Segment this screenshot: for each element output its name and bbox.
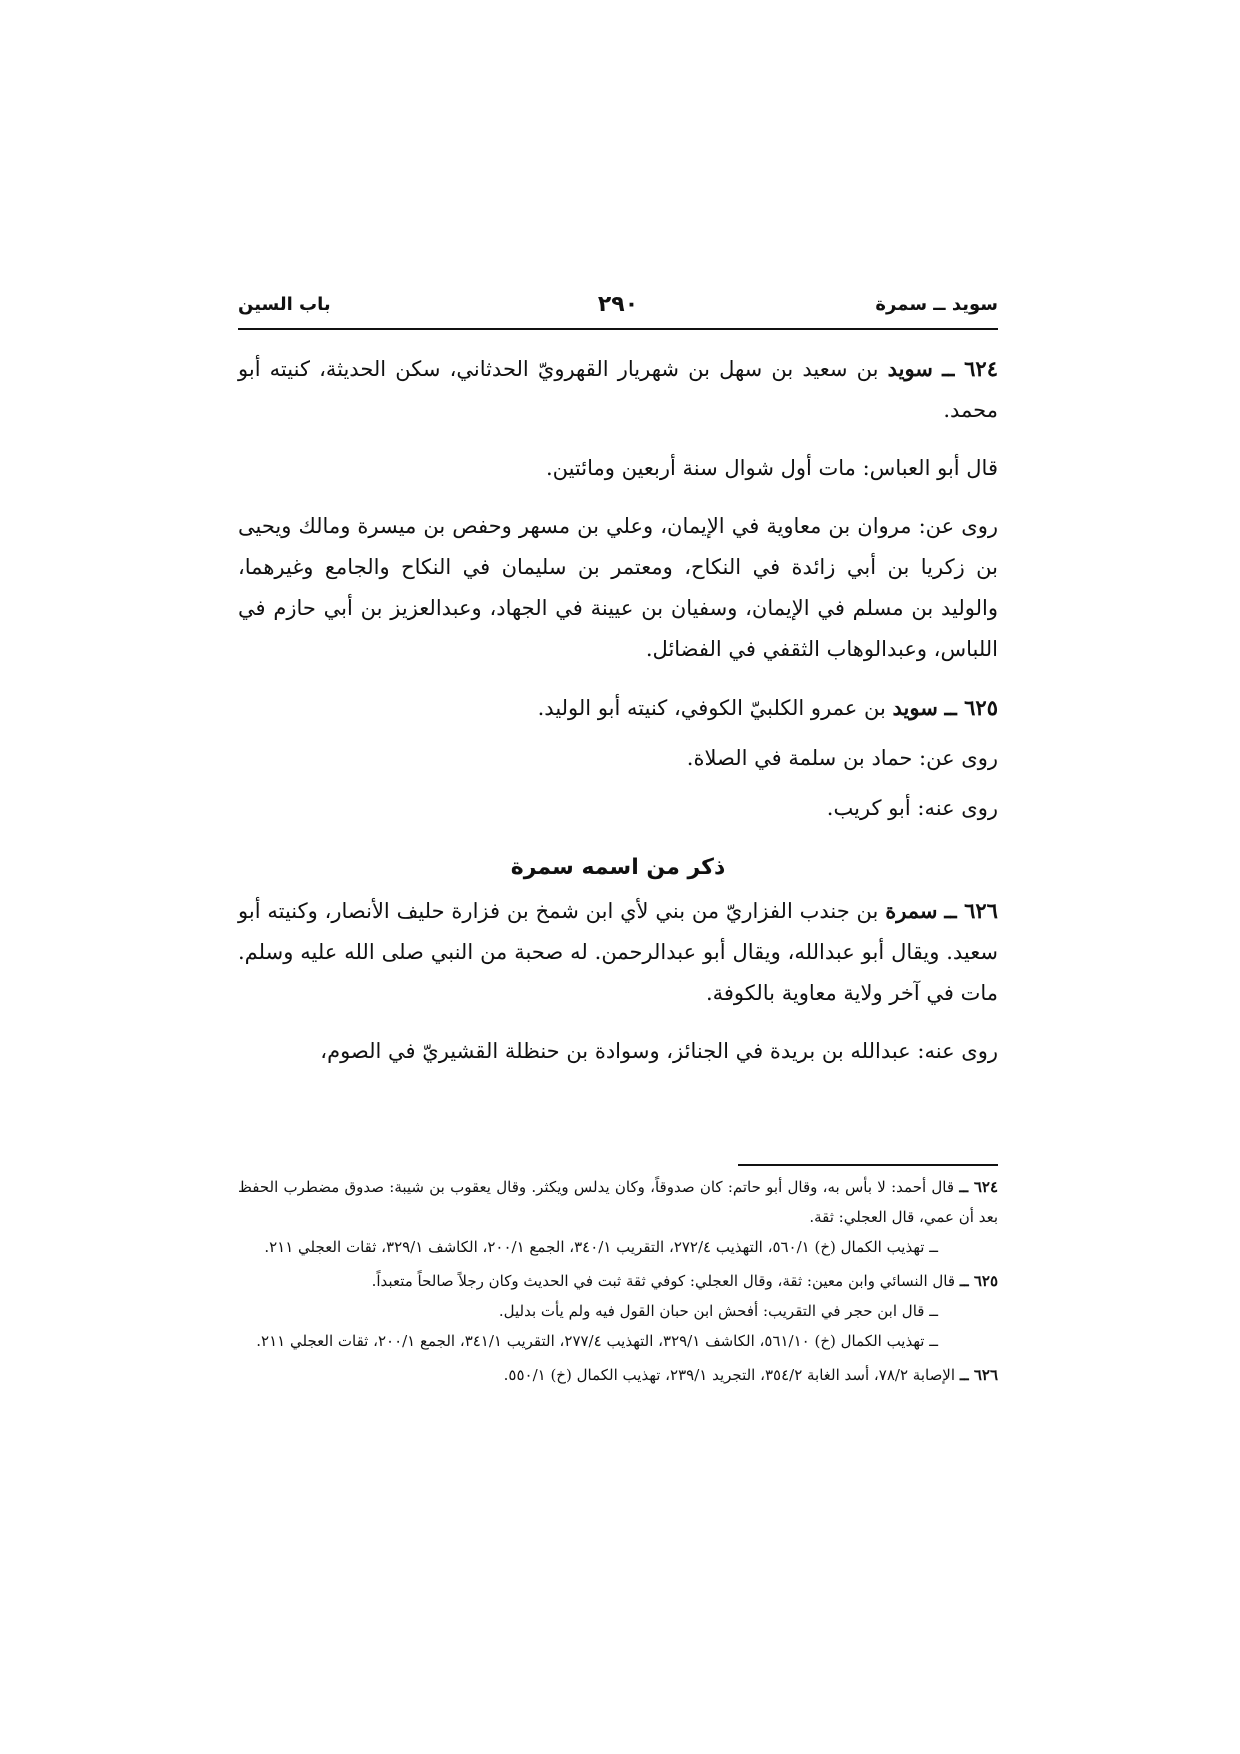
footnote-text: قال أحمد: لا بأس به، وقال أبو حاتم: كان صدوقاً، وكان يدلس ويكثر. وقال يعقوب بن شيبة: صدوق مضطرب الحفظ بعد أن عمي، قال العجلي: ثقة. (238, 1178, 998, 1226)
entry-624-death: قال أبو العباس: مات أول شوال سنة أربعين ومائتين. (545, 456, 998, 480)
section-heading: ذكر من اسمه سمرة (510, 855, 726, 880)
footnote-sources: ــ تهذيب الكمال (خ) ٥٦١/١٠، الكاشف ٣٢٩/١، التهذيب ٢٧٧/٤، التقريب ٣٤١/١، الجمع ٢٠٠/١، ثقات العجلي ٢١١. (256, 1332, 938, 1350)
entry-text: بن سعيد بن سهل بن شهريار القهرويّ الحدثاني، سكن الحديثة، كنيته أبو محمد. (238, 357, 998, 422)
entry-625 (238, 687, 998, 729)
entry-headword: سمرة (885, 898, 938, 923)
entry-626 (238, 890, 998, 1014)
entry-625-narrated-by: روى عنه: أبو كريب. (826, 796, 998, 820)
footnote-sources: ــ تهذيب الكمال (خ) ٥٦٠/١، التهذيب ٢٧٢/٤، التقريب ٣٤٠/١، الجمع ٢٠٠/١، الكاشف ٣٢٩/١، ثقات العجلي ٢١١. (264, 1238, 938, 1256)
entry-number: ٦٢٦ ــ (944, 898, 998, 923)
header-rule (238, 328, 998, 330)
page-number: ٢٩٠ (597, 292, 639, 317)
footnotes (238, 1172, 998, 1394)
header-chapter-title: باب السين (238, 294, 331, 315)
main-text (238, 348, 998, 1089)
footnote-sources: الإصابة ٧٨/٢، أسد الغابة ٣٥٤/٢، التجريد ٢٣٩/١، تهذيب الكمال (خ) ٥٥٠/١. (503, 1366, 956, 1384)
entry-625-narrated-from: روى عن: حماد بن سلمة في الصلاة. (686, 746, 998, 770)
entry-text: بن جندب الفزاريّ من بني لأي ابن شمخ بن فزارة حليف الأنصار، وكنيته أبو سعيد. ويقال أبو عبدالله، ويقال أبو عبدالرحمن. له صحبة من النبي صلى الله عليه وسلم. مات في آخر ولاية معاوية بالكوفة. (238, 899, 998, 1005)
footnote-number: ٦٢٤ ــ (959, 1178, 998, 1196)
entry-number: ٦٢٤ ــ (942, 356, 998, 381)
running-header (238, 292, 998, 326)
footnote-rule (738, 1164, 998, 1166)
footnote-number: ٦٢٥ ــ (959, 1272, 998, 1290)
entry-626-narrated-by: روى عنه: عبدالله بن بريدة في الجنائز، وسوادة بن حنظلة القشيريّ في الصوم، (320, 1039, 998, 1063)
entry-number: ٦٢٥ ــ (944, 695, 998, 720)
footnote-comment: ــ قال ابن حجر في التقريب: أفحش ابن حبان القول فيه ولم يأت بدليل. (498, 1302, 938, 1320)
footnote-number: ٦٢٦ ــ (959, 1366, 998, 1384)
entry-headword: سويد (892, 695, 938, 720)
footnote-624 (238, 1172, 998, 1262)
footnote-626 (238, 1360, 998, 1390)
entry-text: بن عمرو الكلبيّ الكوفي، كنيته أبو الوليد. (537, 696, 886, 720)
entry-headword: سويد (887, 356, 933, 381)
footnote-text: قال النسائي وابن معين: ثقة، وقال العجلي: كوفي ثقة ثبت في الحديث وكان رجلاً صالحاً متعبداً. (371, 1272, 956, 1290)
entry-624-narrated-from: روى عن: مروان بن معاوية في الإيمان، وعلي بن مسهر وحفص بن ميسرة ومالك ويحيى بن زكريا بن أبي زائدة في النكاح، ومعتمر بن سليمان في النكاح والجامع وغيرهما، والوليد بن مسلم في الإيمان، وسفيان بن عيينة في الجهاد، وعبدالعزيز بن أبي حازم في اللباس، وعبدالوهاب الثقفي في الفضائل. (238, 514, 998, 661)
entry-624 (238, 348, 998, 431)
header-entry-range: سويد ــ سمرة (875, 294, 998, 315)
footnote-625 (238, 1266, 998, 1356)
